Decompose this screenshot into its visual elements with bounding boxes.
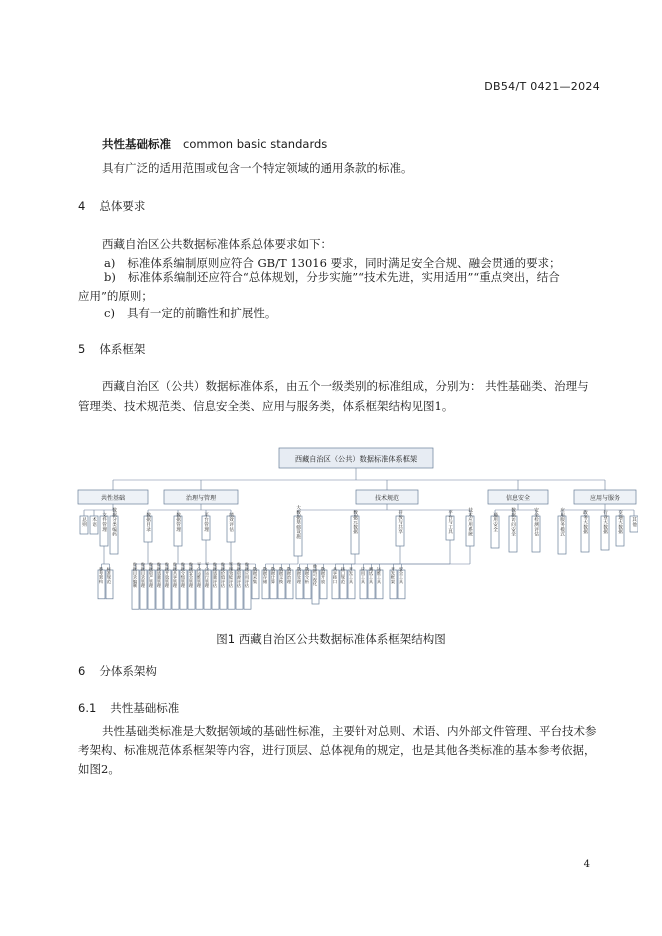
level3-label: 接口规范 xyxy=(341,566,346,584)
level2-node xyxy=(532,507,540,552)
requirement-item-b xyxy=(104,268,604,287)
level2-label: 数据访问安全 xyxy=(510,507,516,537)
level3-label: 数据安全管理 xyxy=(189,562,194,588)
level3-label: 参考架构 xyxy=(99,566,104,584)
level3-label: 数据存储 xyxy=(263,566,268,584)
term-heading xyxy=(102,136,327,152)
level2-label: 安全检测评估 xyxy=(533,507,539,537)
diagram-level1-group xyxy=(78,490,636,504)
level2-label: 通用安全 xyxy=(492,512,498,532)
level3-node xyxy=(164,561,171,609)
level2-label: 绩效评估 xyxy=(228,512,234,532)
section-5-heading xyxy=(78,341,145,357)
level3-label: 数据交换 xyxy=(279,566,284,584)
level1-node xyxy=(164,490,238,504)
level3-label: 管理效能评估 xyxy=(229,562,234,588)
level2-node xyxy=(202,511,210,540)
level3-label: 数据计算 xyxy=(271,566,276,584)
level2-node xyxy=(509,507,517,552)
level3-node xyxy=(236,561,243,609)
level2-node xyxy=(144,511,152,542)
level1-label: 治理与管理 xyxy=(185,494,217,502)
level3-node xyxy=(376,565,383,598)
level3-label: 开发工具 xyxy=(349,566,354,584)
level3-label: 数据目录管理 xyxy=(141,562,146,588)
section-4-number: 4 xyxy=(78,199,86,213)
level3-node xyxy=(390,565,397,598)
level2-label: 政务大数据 xyxy=(582,510,588,534)
level2-label: 交通大数据 xyxy=(617,510,623,534)
section-5-title: 体系框架 xyxy=(99,342,146,356)
section-6-1-line-1: 共性基础类标准是大数据领域的基础性标准，主要针对总则、术语、内外部文件管理、平台技术参 xyxy=(102,724,597,738)
level1-label: 信息安全 xyxy=(505,494,531,502)
level3-node xyxy=(140,561,147,609)
level3-label: 数据资源评估 xyxy=(237,562,242,588)
section-4-intro: 西藏自治区公共数据标准体系总体要求如下： xyxy=(102,237,332,251)
level2-label: 平台管理 xyxy=(203,512,209,532)
level2-node xyxy=(558,507,566,554)
section-6-1-line-2: 考架构、标准规范体系框架等内容，进行顶层、总体视角的规定，也是其他各类标准的基本参考依据， xyxy=(78,743,596,757)
level3-label: 数据分析 xyxy=(305,566,310,584)
section-6-number: 6 xyxy=(78,664,86,678)
level3-label: 平台运行管理 xyxy=(205,562,210,588)
level3-node xyxy=(106,565,113,598)
level2-node xyxy=(491,511,499,548)
level3-node xyxy=(398,565,405,598)
level3-label: 标准规范 xyxy=(107,566,112,584)
level2-node xyxy=(630,516,638,532)
level3-label: 数据质量管理 xyxy=(157,562,162,588)
level3-label: 数据采集 xyxy=(253,566,258,584)
level3-node xyxy=(196,561,203,609)
level2-node xyxy=(100,511,108,546)
level2-label: 文件管理 xyxy=(101,512,107,532)
section-6-1-heading xyxy=(78,700,179,716)
term-title-en: common basic standards xyxy=(183,137,328,151)
level1-node xyxy=(356,490,418,504)
level1-node xyxy=(78,490,148,504)
item-text: 标准体系编制原则应符合 GB/T 13016 要求，同时满足安全合规、融会贯通的要求； xyxy=(127,256,561,270)
level3-node xyxy=(286,565,293,598)
level3-node xyxy=(262,565,269,598)
level3-label: 共享接口 xyxy=(333,566,338,584)
section-5-number: 5 xyxy=(78,342,86,356)
level3-label: 数据目录编制 xyxy=(133,562,138,588)
level3-label: 数据质量评估 xyxy=(213,562,218,588)
framework-diagram xyxy=(76,442,638,622)
item-text: 具有一定的前瞻性和扩展性。 xyxy=(126,306,277,320)
section-5-paragraph-line-1: 西藏自治区（公共）数据标准体系，由五个一级类别的标准组成，分别为： 共性基础类、治理与 xyxy=(102,379,589,393)
level3-node xyxy=(252,565,259,598)
level3-label: 数据应用评估 xyxy=(245,562,250,588)
level1-node xyxy=(574,490,636,504)
level2-label: 数据分类编码 xyxy=(111,507,117,537)
level3-label: 应用工具 xyxy=(361,566,366,584)
level3-node xyxy=(204,561,211,609)
level3-node xyxy=(188,561,195,609)
level3-label: 数据开放 xyxy=(321,566,326,584)
level3-node xyxy=(148,561,155,609)
term-definition: 具有广泛的适用范围或包含一个特定领域的通用条款的标准。 xyxy=(102,161,413,175)
level2-label: 开放与共享 xyxy=(397,510,403,534)
diagram-level2-group xyxy=(80,504,638,556)
level3-label: 数据治理 xyxy=(287,566,292,584)
level3-label: 安全工具 xyxy=(399,566,404,584)
level3-node xyxy=(278,565,285,598)
level2-label: 数据目录 xyxy=(145,512,151,532)
level2-label: 术语 xyxy=(91,517,97,527)
requirement-item-b-continuation: 应用”的原则； xyxy=(78,289,153,303)
level3-node xyxy=(244,561,251,609)
section-6-heading xyxy=(78,663,157,679)
section-4-title: 总体要求 xyxy=(99,199,146,213)
item-mark: b) xyxy=(104,270,116,284)
level2-node xyxy=(601,509,609,550)
level3-node xyxy=(156,561,163,609)
level2-label: 平台与工具 xyxy=(447,510,453,534)
level2-label: 应用服务模式 xyxy=(559,507,565,537)
level2-label: 总则 xyxy=(81,517,87,527)
section-6-title: 分体系架构 xyxy=(99,664,157,678)
level3-node xyxy=(348,565,355,598)
level3-node xyxy=(304,565,311,598)
level3-node xyxy=(270,565,277,598)
level3-label: 平台运维管理 xyxy=(197,562,202,588)
diagram-root-label: 西藏自治区（公共）数据标准体系框架 xyxy=(294,454,418,464)
diagram-root-node xyxy=(279,448,433,468)
figure-1-caption: 图1 西藏自治区公共数据标准体系框架结构图 xyxy=(216,632,446,646)
level2-node xyxy=(351,509,359,554)
level2-node xyxy=(396,509,404,546)
level3-label: 数据资产管理 xyxy=(149,562,154,588)
level2-label: 数据管理 xyxy=(175,512,181,532)
level3-label: 数据处理 xyxy=(297,566,302,584)
level3-label: 数据价值评估 xyxy=(221,562,226,588)
level2-node xyxy=(227,511,235,542)
level2-node xyxy=(90,516,98,534)
document-code: DB54/T 0421—2024 xyxy=(484,80,600,93)
diagram-level3-group xyxy=(98,561,405,609)
section-4-heading xyxy=(78,198,145,214)
page-number: 4 xyxy=(583,859,590,870)
level2-label: 行业大数据 xyxy=(602,510,608,534)
level2-node xyxy=(616,509,624,546)
level1-node xyxy=(488,490,548,504)
level3-node xyxy=(312,563,319,604)
section-5-paragraph-line-2: 管理类、技术规范类、信息安全类、应用与服务类，体系框架结构见图1。 xyxy=(78,399,454,413)
item-mark: c) xyxy=(104,306,115,320)
level2-label: 数据元数据 xyxy=(352,510,358,534)
level3-label: 数据开放管理 xyxy=(165,562,170,588)
level2-node xyxy=(174,511,182,546)
level3-node xyxy=(132,561,139,609)
level2-label: 技术应用系统 xyxy=(467,507,473,537)
item-mark: a) xyxy=(104,256,116,270)
level1-label: 技术规范 xyxy=(374,494,400,502)
level3-node xyxy=(212,561,219,609)
item-text: 标准体系编制还应符合“总体规划，分步实施”“技术先进，实用适用”“重点突出，结合 xyxy=(127,270,560,284)
level2-node xyxy=(80,516,88,534)
level3-node xyxy=(180,561,187,609)
term-title-cn: 共性基础标准 xyxy=(102,137,171,151)
level2-node xyxy=(110,507,118,554)
level3-node xyxy=(332,565,339,598)
level3-node xyxy=(360,565,367,598)
level3-node xyxy=(340,565,347,598)
level3-label: 运维工具 xyxy=(377,566,382,584)
level3-node xyxy=(296,565,303,598)
level3-node xyxy=(368,565,375,598)
level3-label: 数据共享管理 xyxy=(173,562,178,588)
level2-node xyxy=(581,509,589,552)
level2-node xyxy=(446,509,454,540)
section-6-1-title: 共性基础标准 xyxy=(110,701,180,715)
level3-node xyxy=(172,561,179,609)
level2-label: 其他 xyxy=(631,517,637,527)
section-6-1-line-3: 如图2。 xyxy=(78,762,120,776)
level3-label: 开发框架 xyxy=(391,566,396,584)
level3-label: 数据可视化 xyxy=(313,564,318,586)
level2-label: 大数据基础设施 xyxy=(295,505,301,539)
level2-node xyxy=(294,504,302,556)
level3-node xyxy=(228,561,235,609)
requirement-item-c xyxy=(104,304,276,323)
level2-node xyxy=(466,507,474,546)
level1-label: 应用与服务 xyxy=(589,494,621,502)
level1-label: 共性基础 xyxy=(100,494,126,502)
level3-node xyxy=(220,561,227,609)
level3-label: 数据分级管理 xyxy=(181,562,186,588)
section-6-1-number: 6.1 xyxy=(78,701,97,715)
level3-node xyxy=(98,565,105,598)
level3-node xyxy=(320,565,327,598)
level3-label: 测试工具 xyxy=(369,566,374,584)
